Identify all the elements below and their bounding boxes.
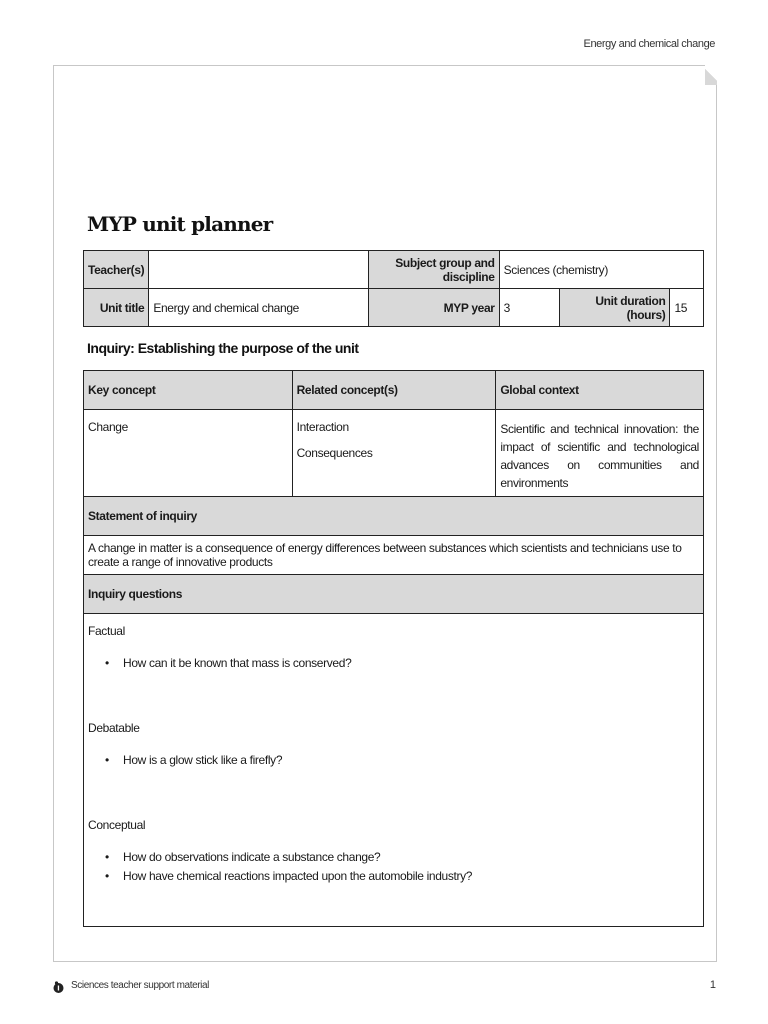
concepts-row [84,410,704,497]
inquiry-table [83,370,704,927]
unit-title-label: Unit title [84,289,149,327]
list-item: • How is a glow stick like a firefly? [88,751,699,770]
page-number: 1 [709,979,716,991]
concepts-header-row [84,371,704,410]
running-head: Energy and chemical change [583,38,715,50]
factual-label: Factual [88,624,125,638]
statement-header: Statement of inquiry [84,497,704,536]
debatable-label: Debatable [88,721,140,735]
teachers-label: Teacher(s) [84,251,149,289]
global-context-value: Scientific and technical innovation: the impact of scientific and technological advances on communities and environments [496,410,704,497]
statement-row [84,536,704,575]
teachers-value [149,251,368,289]
related-concepts-value [292,410,496,497]
ib-logo-icon [53,980,64,994]
unit-title-value: Energy and chemical change [149,289,368,327]
key-concept-value: Change [84,410,293,497]
duration-value: 15 [670,289,704,327]
questions-body [84,614,704,927]
myp-year-value: 3 [499,289,559,327]
myp-year-label: MYP year [368,289,499,327]
debatable-list [88,751,699,770]
conceptual-label: Conceptual [88,818,146,832]
list-item: • How do observations indicate a substance change? [88,848,699,867]
subject-value: Sciences (chemistry) [499,251,703,289]
footer-text: Sciences teacher support material [71,980,209,991]
duration-label: Unit duration (hours) [559,289,670,327]
info-row-2 [84,289,704,327]
factual-list [88,654,699,673]
questions-body-row [84,614,704,927]
subject-label: Subject group and discipline [368,251,499,289]
list-item: • How can it be known that mass is conserved? [88,654,699,673]
page-title: MYP unit planner [87,212,273,236]
statement-header-row [84,497,704,536]
global-context-header: Global context [496,371,704,410]
related-concept-item: Interaction [296,420,349,434]
section-heading: Inquiry: Establishing the purpose of the unit [87,340,359,356]
statement-value: A change in matter is a consequence of energy differences between substances which scientists and technicians use to create a range of innovative products [84,536,704,575]
conceptual-list [88,848,699,886]
related-concepts-header: Related concept(s) [292,371,496,410]
list-item: • How have chemical reactions impacted upon the automobile industry? [88,867,699,886]
unit-info-table [83,250,704,327]
questions-header-row [84,575,704,614]
key-concept-header: Key concept [84,371,293,410]
info-row-1 [84,251,704,289]
related-concept-item: Consequences [296,446,373,460]
questions-header: Inquiry questions [84,575,704,614]
page-fold-corner [705,65,717,85]
